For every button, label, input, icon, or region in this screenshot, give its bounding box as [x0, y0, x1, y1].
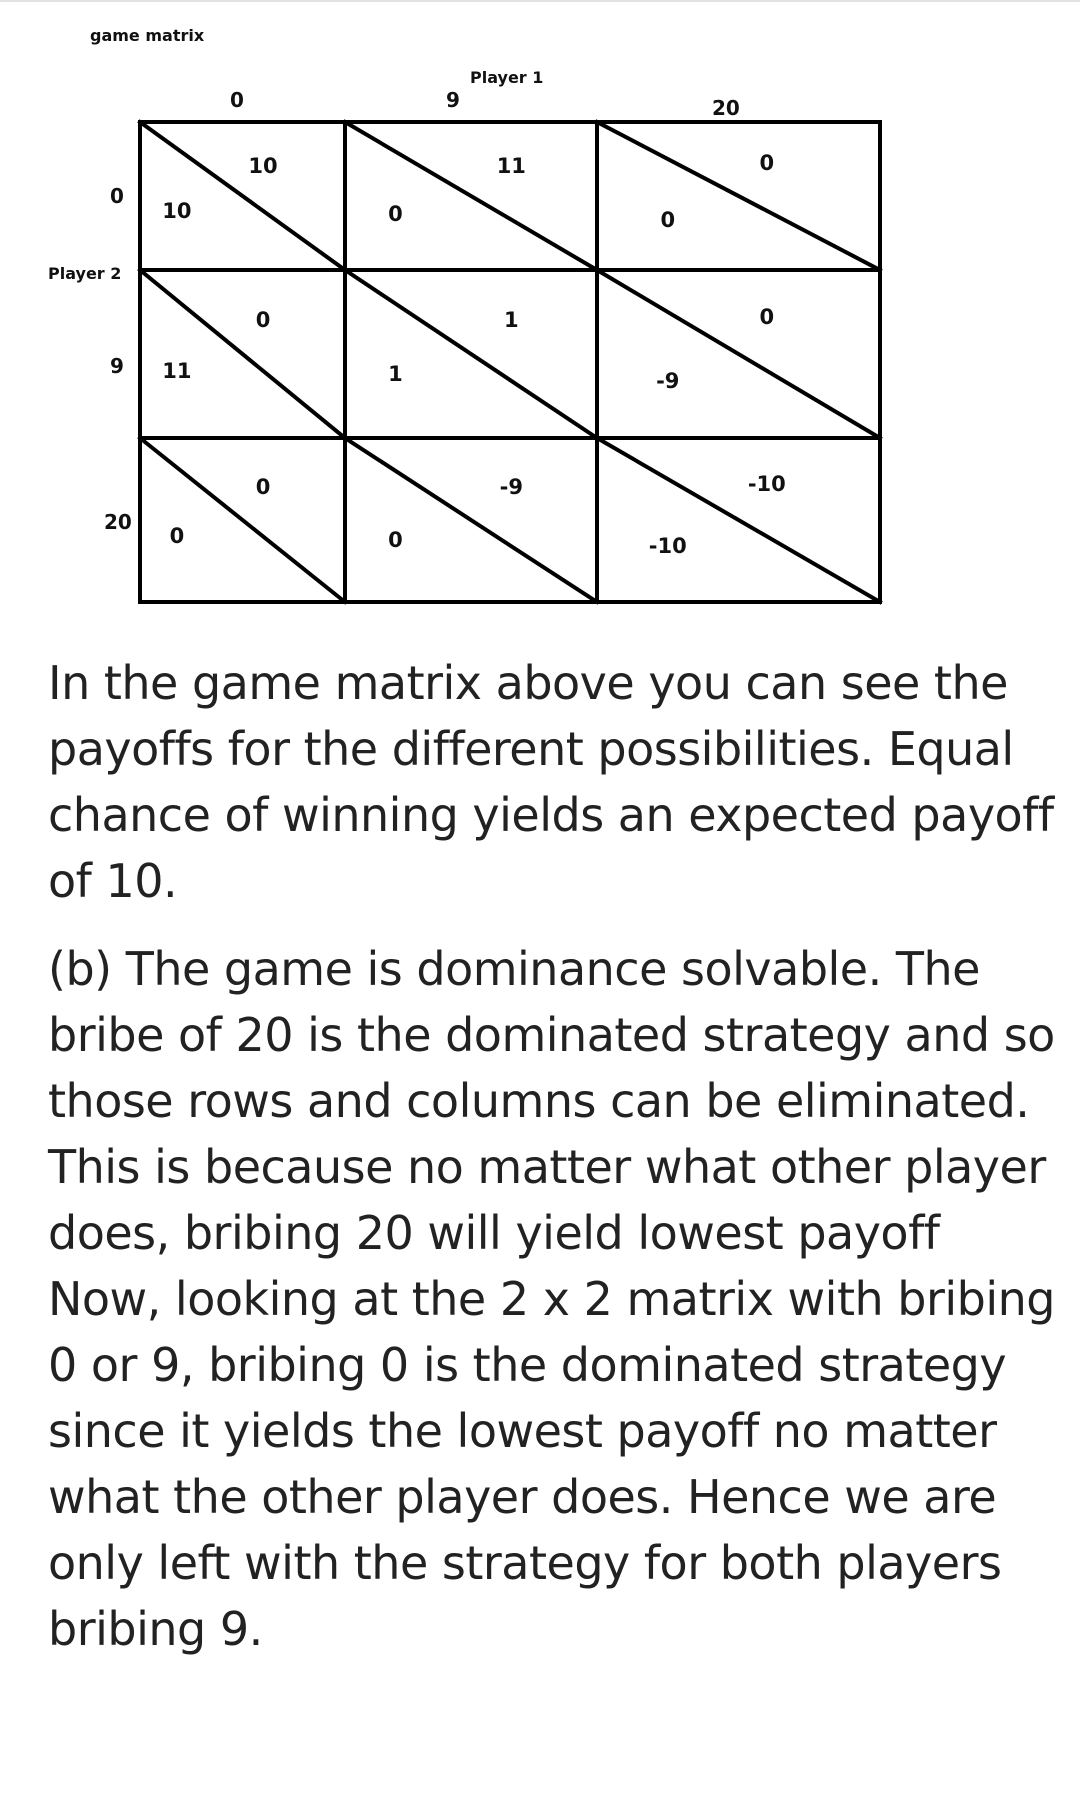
cell-diagonal-r1-c1 — [345, 270, 597, 438]
cell-diagonal-r0-c1 — [345, 122, 597, 270]
column-header-9: 9 — [446, 88, 460, 112]
payoff-player1-r2-c1: -9 — [499, 475, 523, 500]
cell-diagonal-r1-c2 — [597, 270, 880, 438]
payoff-player1-r0-c2: 0 — [759, 151, 775, 176]
payoff-player2-r0-c2: 0 — [660, 207, 676, 232]
payoff-grid — [0, 0, 1080, 620]
payoff-player1-r1-c0: 0 — [255, 308, 271, 333]
payoff-player1-r0-c0: 10 — [248, 154, 278, 179]
cell-diagonal-r1-c0 — [140, 270, 345, 438]
payoff-player1-r1-c1: 1 — [504, 308, 519, 333]
payoff-player2-r1-c1: 1 — [388, 362, 403, 387]
payoff-player1-r2-c2: -10 — [747, 471, 786, 496]
payoff-player1-r0-c1: 11 — [496, 154, 526, 179]
cell-diagonal-r2-c2 — [597, 438, 880, 602]
payoff-player2-r2-c2: -10 — [648, 534, 687, 559]
cell-diagonal-r2-c0 — [140, 438, 345, 602]
column-header-0: 0 — [230, 88, 244, 112]
payoff-player1-r2-c0: 0 — [255, 475, 271, 500]
payoff-player2-r0-c1: 0 — [388, 201, 403, 226]
payoff-player2-r0-c0: 10 — [162, 198, 192, 223]
row-header-0: 0 — [110, 184, 124, 208]
cell-diagonal-r0-c0 — [140, 122, 345, 270]
payoff-player1-r1-c2: 0 — [759, 305, 775, 330]
explanation-paragraph-2: (b) The game is dominance solvable. The bribe of 20 is the dominated strategy and so those rows and columns can be eliminated. This is because no matter what other player does, bribing 20 will yield lowest payoff Now, looking at the 2 x 2 matrix with bribing 0 or 9, bribing 0 is the dominated strategy since it yields the lowest payoff no matter what the other player does. Hence we are only left with the strategy for both players bribing 9. — [48, 942, 1055, 1656]
row-header-9: 9 — [110, 354, 124, 378]
payoff-player2-r1-c0: 11 — [162, 358, 192, 383]
explanation-paragraph-1: In the game matrix above you can see the payoffs for the different possibilities. Equal chance of winning yields an expected payoff of 10. — [48, 656, 1054, 908]
player1-label: Player 1 — [470, 68, 544, 87]
payoff-player2-r1-c2: -9 — [656, 368, 680, 393]
figure-title: game matrix — [90, 26, 205, 45]
cell-diagonal-r2-c1 — [345, 438, 597, 602]
column-header-20: 20 — [712, 96, 740, 120]
payoff-player2-r2-c0: 0 — [169, 524, 185, 549]
payoff-player2-r2-c1: 0 — [388, 527, 403, 552]
cell-diagonal-r0-c2 — [597, 122, 880, 270]
player2-label: Player 2 — [48, 264, 122, 283]
row-header-20: 20 — [104, 510, 132, 534]
